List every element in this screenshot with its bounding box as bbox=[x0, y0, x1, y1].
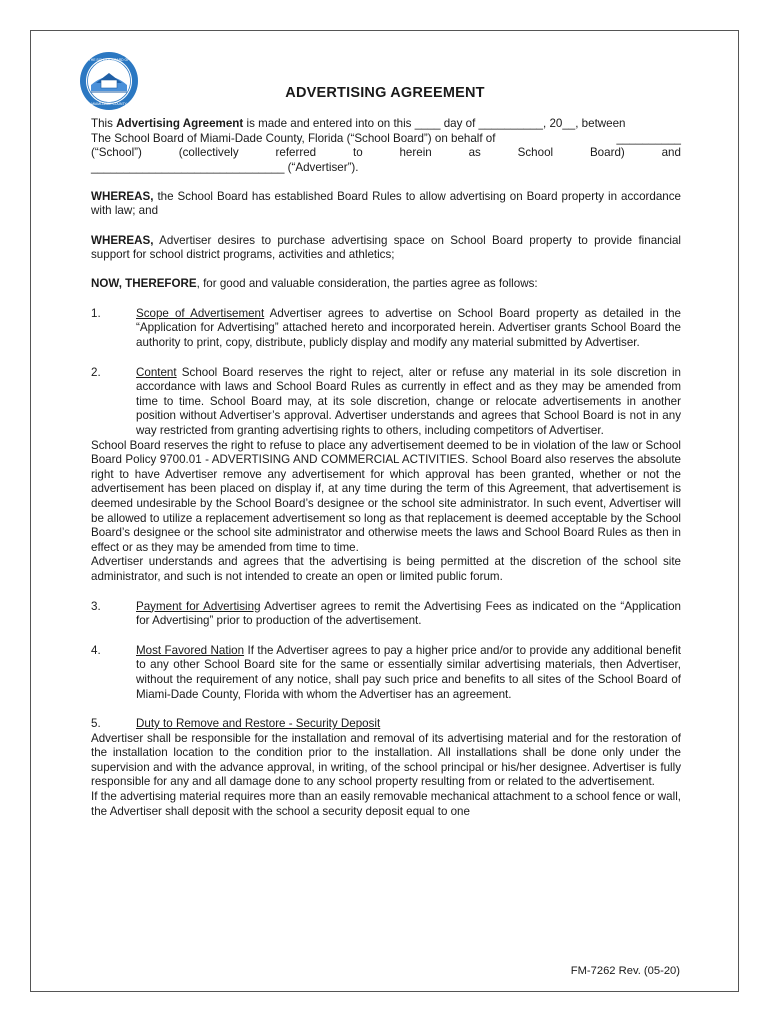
whereas-paragraph-1 bbox=[91, 190, 681, 219]
seal-ring-text-top: THE SCHOOL BOARD OF bbox=[88, 58, 130, 62]
section-2-paragraph-3: Advertiser understands and agrees that the advertising is being permitted at the discretion of the school site administrator, and such is not intended to create an open or limited public forum. bbox=[91, 555, 681, 583]
intro-word: referred bbox=[275, 146, 317, 160]
now-therefore-paragraph bbox=[91, 277, 681, 292]
section-3 bbox=[91, 600, 681, 629]
intro-word: Board) bbox=[589, 146, 625, 160]
section-number: 5. bbox=[91, 717, 101, 731]
section-text: School Board reserves the right to reject, alter or refuse any material in its sole discretion in accordance with laws and School Board Rules as currently in effect and as they may be amended from time to time. School Board may, at its sole discretion, change or relocate advertisements in another position without Advertiser’s approval. Advertiser understands and agrees that School Board is not in any way restricted from granting advertising rights to others, including competitors of Advertiser. bbox=[136, 365, 681, 437]
document-title: ADVERTISING AGREEMENT bbox=[285, 85, 485, 101]
section-text: If the Advertiser agrees to pay a higher price and/or to provide any additional benefit to any other School Board site for the same or essentially similar advertising materials, then Advertiser, without the requirement of any notice, shall pay such price and benefits to all sites of the School Board of Miami-Dade County, Florida with whom the Advertiser has an agreement. bbox=[136, 643, 681, 701]
now-therefore-lead: NOW, THEREFORE bbox=[91, 277, 197, 291]
whereas-text: Advertiser desires to purchase advertising space on School Board property to provide financial support for school district programs, activities and athletics; bbox=[91, 233, 681, 262]
intro-line2-blank: __________ bbox=[616, 131, 681, 145]
intro-bold-term: Advertising Agreement bbox=[116, 117, 244, 130]
section-5-paragraph-1: Advertiser shall be responsible for the installation and removal of its advertising material and for the restoration of the installation location to the condition prior to the installation. All installations shall be done only under the supervision and with the advance approval, in writing, of the school principal or his/her designee. Advertiser is fully responsible for any and all damage done to any school property resulting from or related to the advertisement. bbox=[91, 731, 681, 789]
intro-line4-text: ______________________________ (“Advertiser”). bbox=[91, 160, 359, 174]
section-number: 2. bbox=[91, 365, 101, 379]
intro-line2-text: The School Board of Miami-Dade County, Florida (“School Board”) on behalf of bbox=[91, 131, 496, 145]
whereas-lead: WHEREAS, bbox=[91, 189, 154, 203]
school-board-seal-logo bbox=[79, 51, 139, 111]
seal-ring-text-bottom: MIAMI-DADE COUNTY bbox=[91, 102, 127, 106]
document-body bbox=[91, 117, 681, 819]
intro-word: (collectively bbox=[178, 146, 239, 160]
intro-line1-rest: is made and entered into on this ____ day of __________, 20__, between bbox=[243, 117, 626, 130]
section-4 bbox=[91, 644, 681, 702]
section-5-paragraph-2: If the advertising material requires more than an easily removable mechanical attachment to a school fence or wall, the Advertiser shall deposit with the school a security deposit equal to one bbox=[91, 790, 681, 818]
intro-word: School bbox=[517, 146, 554, 160]
intro-line-4 bbox=[91, 161, 681, 176]
section-2-paragraph-2: School Board reserves the right to refuse to place any advertisement deemed to be in violation of the law or School Board Policy 9700.01 - ADVERTISING AND COMMERCIAL ACTIVITIES. School Board also reserves the absolute right to have Advertiser remove any advertisement for which approval has been granted, whether or not the advertisement has been placed on display if, at any time during the term of this Agreement, that advertisement is deemed undesirable by the School Board’s designee or the school site administrator. In such event, Advertiser will be allowed to utilize a replacement advertisement so long as that replacement is deemed acceptable by the School Board’s designee or the school site administrator and otherwise meets the laws and School Board Rules as then in effect or as they may be amended from time to time. bbox=[91, 438, 681, 554]
now-therefore-text: , for good and valuable consideration, the parties agree as follows: bbox=[196, 277, 538, 291]
intro-paragraph bbox=[91, 117, 681, 175]
section-number: 4. bbox=[91, 643, 101, 657]
intro-prefix: This bbox=[91, 117, 117, 130]
section-heading: Payment for Advertising bbox=[136, 599, 261, 613]
form-number-footer: FM-7262 Rev. (05-20) bbox=[570, 965, 680, 977]
whereas-text: the School Board has established Board Rules to allow advertising on Board property in accordance with law; and bbox=[91, 189, 681, 218]
intro-line-1 bbox=[91, 117, 681, 132]
section-text: Advertiser agrees to remit the Advertising Fees as indicated on the “Application for Advertising” prior to production of the advertisement. bbox=[136, 599, 681, 628]
section-heading: Duty to Remove and Restore - Security Deposit bbox=[136, 717, 381, 731]
intro-line-2 bbox=[91, 132, 681, 147]
section-number: 1. bbox=[91, 306, 101, 320]
intro-word: as bbox=[468, 146, 481, 160]
section-text: Advertiser agrees to advertise on School Board property as detailed in the “Application for Advertising” attached hereto and incorporated herein. Advertiser grants School Board the authority to print, copy, distribute, publicly display and modify any material submitted by Advertiser. bbox=[136, 306, 681, 350]
whereas-paragraph-2 bbox=[91, 234, 681, 263]
section-number: 3. bbox=[91, 599, 101, 613]
section-2 bbox=[91, 366, 681, 439]
intro-word: to bbox=[352, 146, 363, 160]
section-1 bbox=[91, 307, 681, 351]
whereas-lead: WHEREAS, bbox=[91, 233, 154, 247]
section-5 bbox=[91, 717, 681, 732]
section-heading: Content bbox=[136, 365, 177, 379]
section-heading: Scope of Advertisement bbox=[136, 306, 265, 320]
section-heading: Most Favored Nation bbox=[136, 643, 245, 657]
intro-word: (“School”) bbox=[91, 146, 142, 160]
intro-word: herein bbox=[399, 146, 432, 160]
intro-line-3 bbox=[91, 146, 681, 161]
intro-word: and bbox=[661, 146, 681, 160]
